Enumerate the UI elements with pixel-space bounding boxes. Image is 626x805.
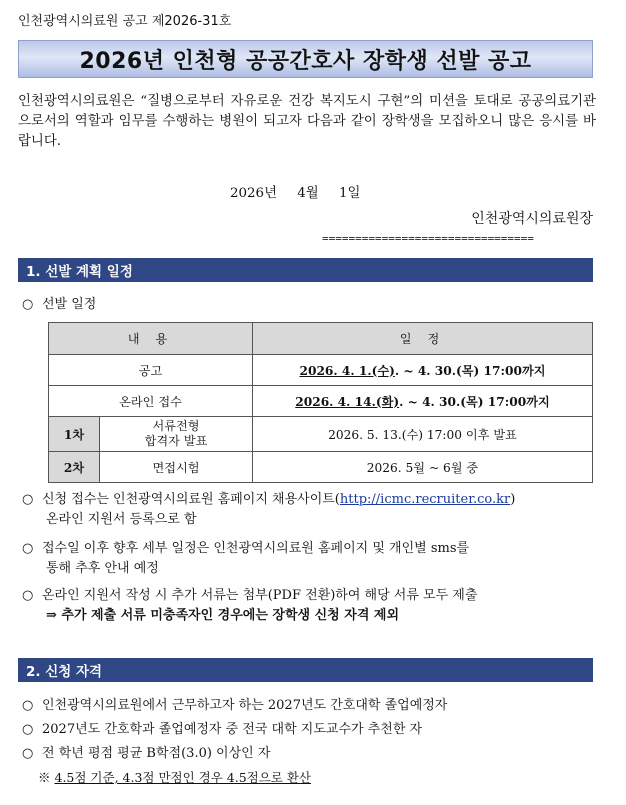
notice-number: 인천광역시의료원 공고 제2026-31호	[18, 14, 232, 29]
bullet-icon: ○	[22, 588, 34, 603]
bullet-documents: ○ 온라인 지원서 작성 시 추가 서류는 첨부(PDF 전환)하여 해당 서류 모두 제출 ⇒ 추가 제출 서류 미충족자인 경우에는 장학생 신청 자격 제외	[22, 586, 594, 626]
issue-month: 4월	[297, 186, 319, 201]
row-label: 서류전형 합격자 발표	[100, 417, 253, 452]
title-banner	[18, 40, 593, 78]
bullet-icon: ○	[22, 492, 34, 507]
eligibility-item: ○ 2027년도 간호학과 졸업예정자 중 전국 대학 지도교수가 추천한 자	[22, 720, 594, 740]
recruit-site-link[interactable]: http://icmc.recruiter.co.kr	[339, 492, 511, 507]
bullet-apply: ○ 신청 접수는 인천광역시의료원 홈페이지 채용사이트(http://icmc.recruiter.co.kr) 온라인 지원서 등록으로 함	[22, 492, 516, 527]
row-date: 2026. 4. 14.(화). ~ 4. 30.(목) 17:00까지	[253, 386, 593, 417]
issuer: 인천광역시의료원장	[471, 211, 593, 227]
section-heading-eligibility: 2. 신청 자격	[18, 658, 593, 682]
bullet-followup: ○ 접수일 이후 향후 세부 일정은 인천광역시의료원 홈페이지 및 개인별 sms를 통해 추후 안내 예정	[22, 541, 470, 576]
header-content: 내 용	[49, 323, 253, 355]
row-label: 온라인 접수	[49, 386, 253, 417]
documents-warning: ⇒ 추가 제출 서류 미충족자인 경우에는 장학생 신청 자격 제외	[46, 608, 400, 623]
issue-date	[230, 182, 376, 201]
table-row	[49, 386, 593, 417]
bullet-icon: ○	[22, 746, 34, 761]
row-stage: 1차	[49, 417, 100, 452]
divider-rule: ================================	[322, 232, 534, 245]
bullet-icon: ○	[22, 541, 34, 556]
row-date: 2026. 5. 13.(수) 17:00 이후 발표	[253, 417, 593, 452]
header-date: 일 정	[253, 323, 593, 355]
table-row	[49, 355, 593, 386]
bullet-icon: ○	[22, 297, 34, 312]
row-date: 2026. 4. 1.(수). ~ 4. 30.(목) 17:00까지	[253, 355, 593, 386]
eligibility-item: ○ 전 학년 평점 평균 B학점(3.0) 이상인 자	[22, 744, 594, 764]
row-label: 면접시험	[100, 452, 253, 483]
eligibility-item: ○ 인천광역시의료원에서 근무하고자 하는 2027년도 간호대학 졸업예정자	[22, 696, 594, 716]
intro-paragraph: 인천광역시의료원은 “질병으로부터 자유로운 건강 복지도시 구현”의 미션을 토대로 공공의료기관으로서의 역할과 임무를 수행하는 병원이 되고자 다음과 같이 장학생을 모집하오니 많은 응시를 바랍니다.	[18, 94, 596, 149]
page-title: 2026년 인천형 공공간호사 장학생 선발 공고	[79, 48, 532, 74]
row-date: 2026. 5월 ~ 6월 중	[253, 452, 593, 483]
issue-year: 2026년	[230, 186, 278, 201]
note-text: 4.5점 기준, 4.3점 만점인 경우 4.5점으로 환산	[54, 770, 312, 785]
table-row	[49, 452, 593, 483]
table-row	[49, 417, 593, 452]
bullet-schedule: ○ 선발 일정	[22, 295, 594, 315]
conversion-note	[38, 768, 311, 786]
bullet-icon: ○	[22, 698, 34, 713]
issue-day: 1일	[339, 186, 361, 201]
row-label: 공고	[49, 355, 253, 386]
row-stage: 2차	[49, 452, 100, 483]
section-heading-schedule: 1. 선발 계획 일정	[18, 258, 593, 282]
note-mark: ※	[38, 770, 51, 785]
table-header-row	[49, 323, 593, 355]
bullet-icon: ○	[22, 722, 34, 737]
schedule-table	[48, 322, 593, 483]
